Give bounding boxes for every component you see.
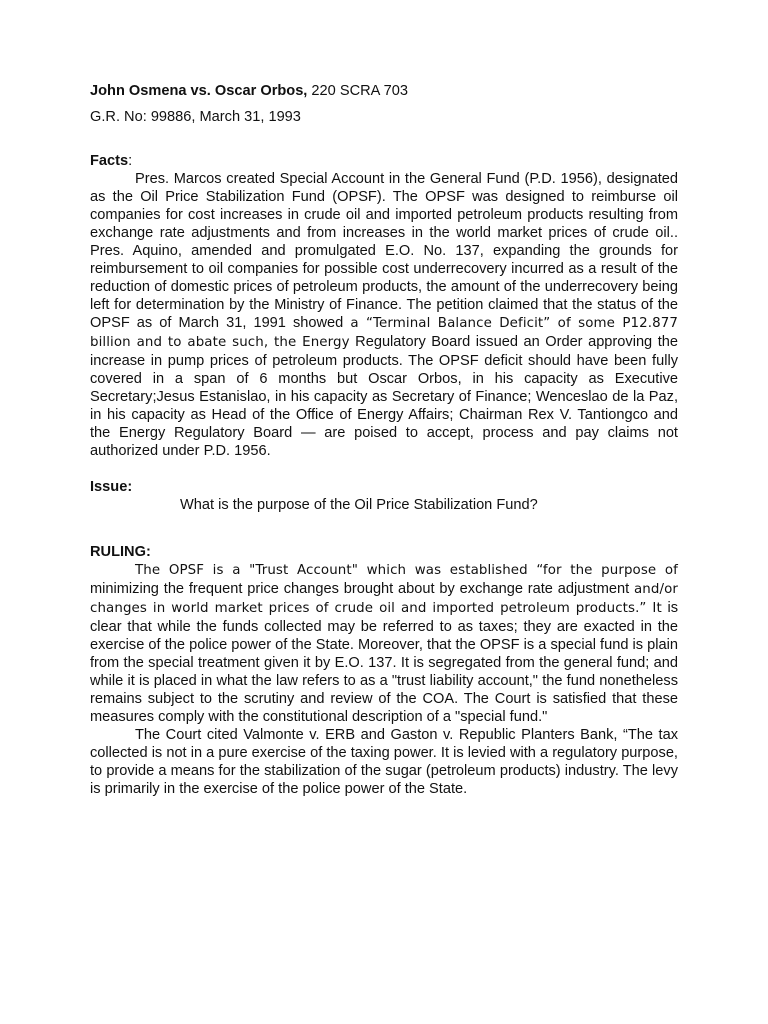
facts-heading-colon: : (128, 153, 133, 169)
ruling-text-part-d: is clear that while the funds collected may be referred to as taxes; they are exacted in the exercise of the police power of the State. Moreover, that the OPSF is a special fund is plain from the special treatment given it by E.O. 137. It is segregated from the general fund; and while it is placed in what the law refers to as a "trust liability account," the fund nonetheless remains subject to the scrutiny and review of the COA. The Court is satisfied that these measures comply with the constitutional description of a "special fund." (90, 600, 679, 725)
case-citation: 220 SCRA 703 (307, 83, 408, 99)
facts-text-part1: Pres. Marcos created Special Account in the General Fund (P.D. 1956), designated as the Oil Price Stabilization Fund (OPSF). The OPSF was designed to reimburse oil companies for cost increases in crude oil and imported petroleum products resulting from exchange rate adjustments and from increases in the world market prices of crude oil.. Pres. Aquino, amended and promulgated E.O. No. 137, expanding the grounds for reimbursement to oil companies for possible cost underrecovery incurred as a result of the reduction of domestic prices of petroleum products, the amount of the underrecovery being left for determination by the Ministry of Finance. The petition claimed that the status of the OPSF as of March 31, 1991 showed (90, 171, 678, 331)
issue-question: What is the purpose of the Oil Price Stabilization Fund? (180, 497, 538, 513)
facts-paragraph (90, 170, 678, 460)
ruling-heading: RULING: (90, 544, 151, 560)
facts-text-quote: a “Terminal Balance Deficit” of some P12.877 billion and to abate such, the Energy (90, 316, 678, 350)
case-title (90, 82, 678, 100)
gr-number: G.R. No: 99886, March 31, 1993 (90, 109, 301, 125)
facts-heading-label: Facts (90, 153, 129, 169)
issue-heading: Issue: (90, 479, 133, 495)
ruling-text-part-b: minimizing the frequent price changes brought about by exchange rate adjustment (90, 581, 634, 597)
ruling-text-quote-a: The OPSF is a "Trust Account" which was established “for the purpose of (135, 563, 678, 578)
ruling-paragraph-1 (90, 561, 678, 726)
facts-heading (90, 152, 678, 170)
case-digest-document (90, 82, 678, 798)
case-parties: John Osmena vs. Oscar Orbos, (90, 83, 308, 99)
facts-text-part2: Regulatory Board issued an Order approving the increase in pump prices of petroleum products. The OPSF deficit should have been fully covered in a span of 6 months but Oscar Orbos, in his capacity as Executive Secretary;Jesus Estanislao, in his capacity as Secretary of Finance; Wenceslao de la Paz, in his capacity as Head of the Office of Energy Affairs; Chairman Rex V. Tantiongco and the Energy Regulatory Board — are poised to accept, process and pay claims not authorized under P.D. 1956. (90, 334, 678, 459)
ruling-paragraph-2: The Court cited Valmonte v. ERB and Gaston v. Republic Planters Bank, “The tax collected is not in a pure exercise of the taxing power. It is levied with a regulatory purpose, to provide a means for the stabilization of the sugar (petroleum products) industry. The levy is primarily in the exercise of the police power of the State. (90, 727, 678, 797)
ruling-text-quote-c: and/or changes in world market prices of crude oil and imported petroleum products.” It (90, 582, 678, 616)
